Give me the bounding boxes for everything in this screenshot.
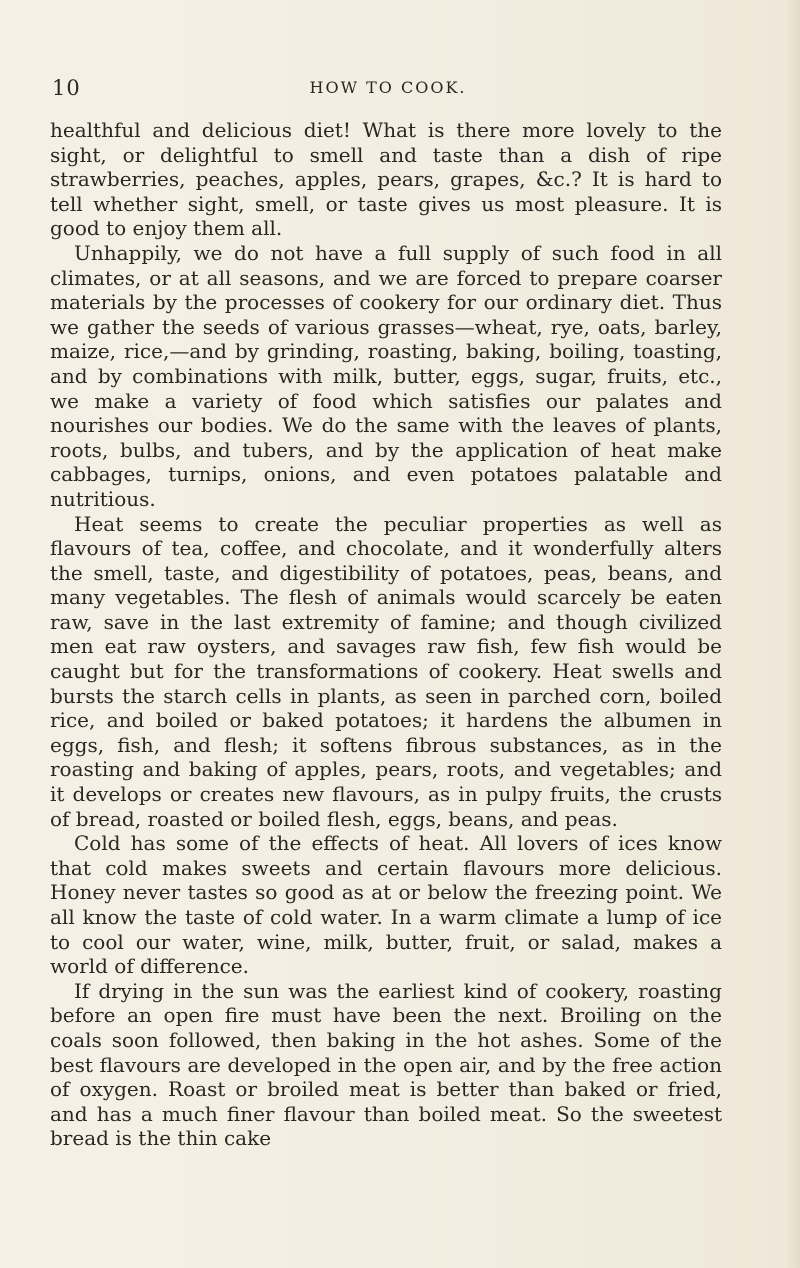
paragraph: If drying in the sun was the earliest kind of cookery, roasting before an open fire must have been the next. Broiling on the coals soon followed, then baking in the hot ashes. Some of the best flavours are developed in the open air, and by the free action of oxygen. Roast or broiled meat is better than baked or fried, and has a much finer flavour than boiled meat. So the sweetest bread is the thin cake <box>50 978 722 1151</box>
paragraph: Unhappily, we do not have a full supply of such food in all climates, or at all seasons, and we are forced to prepare coarser materials by the processes of cookery for our ordinary diet. Thus we gather the seeds of various grasses—wheat, rye, oats, barley, maize, rice,—and by grinding, roasting, baking, boiling, toasting, and by combinations with milk, butter, eggs, sugar, fruits, etc., we make a variety of food which satisfies our palates and nourishes our bodies. We do the same with the leaves of plants, roots, bulbs, and tubers, and by the application of heat make cabbages, turnips, onions, and even potatoes palatable and nutritious. <box>50 240 722 511</box>
paragraph: Cold has some of the effects of heat. All lovers of ices know that cold makes sweets and certain flavours more delicious. Honey never tastes so good as at or below the freezing point. We all know the taste of cold water. In a warm climate a lump of ice to cool our water, wine, milk, butter, fruit, or salad, makes a world of difference. <box>50 831 722 979</box>
page-header <box>48 76 728 100</box>
paragraph: Heat seems to create the peculiar properties as well as flavours of tea, coffee, and chocolate, and it wonderfully alters the smell, taste, and digestibility of potatoes, peas, beans, and many vegetables. The flesh of animals would scarcely be eaten raw, save in the last extremity of famine; and though civilized men eat raw oysters, and savages raw fish, few fish would be caught but for the transformations of cookery. Heat swells and bursts the starch cells in plants, as seen in parched corn, boiled rice, and boiled or baked potatoes; it hardens the albumen in eggs, fish, and flesh; it softens fibrous substances, as in the roasting and baking of apples, pears, roots, and vegetables; and it develops or creates new flavours, as in pulpy fruits, the crusts of bread, roasted or boiled flesh, eggs, beans, and peas. <box>50 511 722 831</box>
running-head: HOW TO COOK. <box>309 78 467 97</box>
page-edge-shadow <box>786 0 800 1268</box>
paragraph-continued: healthful and delicious diet! What is there more lovely to the sight, or delightful to smell and taste than a dish of ripe strawberries, peaches, apples, pears, grapes, &c.? It is hard to tell whether sight, smell, or taste gives us most pleasure. It is good to enjoy them all. <box>50 118 722 241</box>
body-text <box>50 118 722 1151</box>
page-number: 10 <box>52 76 81 100</box>
